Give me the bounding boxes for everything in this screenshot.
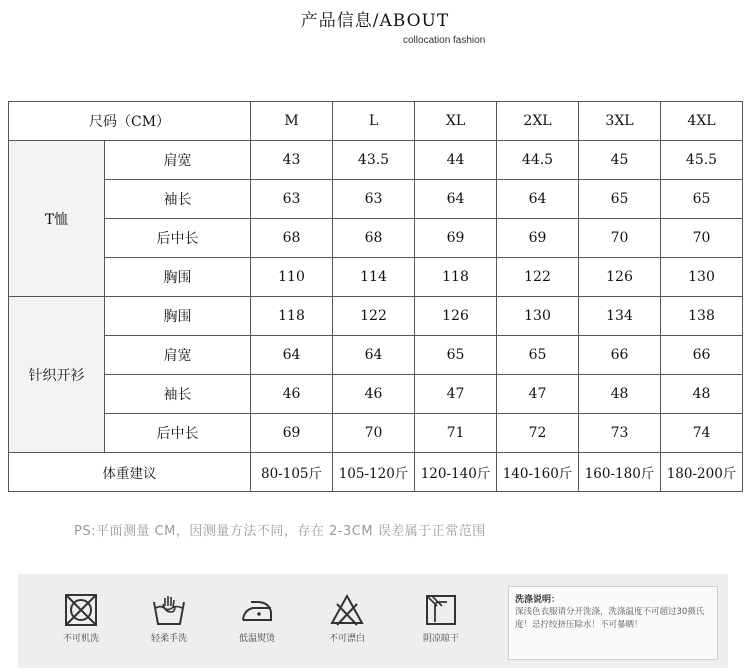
care-label: 轻柔手洗 bbox=[150, 634, 187, 644]
wash-instructions-box bbox=[508, 586, 718, 660]
table-cell: 46 bbox=[251, 375, 333, 414]
table-cell: 64 bbox=[497, 180, 579, 219]
table-cell: 69 bbox=[251, 414, 333, 453]
no-bleach-icon bbox=[329, 592, 365, 628]
care-instructions-panel bbox=[18, 574, 728, 668]
table-row bbox=[9, 180, 743, 219]
table-cell: 122 bbox=[497, 258, 579, 297]
group-label-tshirt: T恤 bbox=[9, 141, 105, 297]
table-row bbox=[9, 414, 743, 453]
table-cell: 44.5 bbox=[497, 141, 579, 180]
table-cell: 63 bbox=[251, 180, 333, 219]
care-item bbox=[316, 592, 378, 644]
table-cell: 65 bbox=[415, 336, 497, 375]
table-cell: 68 bbox=[333, 219, 415, 258]
size-header-cell: 2XL bbox=[497, 102, 579, 141]
table-cell: 66 bbox=[661, 336, 743, 375]
table-row bbox=[9, 141, 743, 180]
page-subtitle: collocation fashion bbox=[403, 35, 486, 46]
row-label: 后中长 bbox=[105, 414, 251, 453]
table-header-row bbox=[9, 102, 743, 141]
table-cell: 64 bbox=[333, 336, 415, 375]
care-label: 低温熨烫 bbox=[238, 634, 275, 644]
table-cell: 45 bbox=[579, 141, 661, 180]
table-cell: 44 bbox=[415, 141, 497, 180]
table-cell: 126 bbox=[579, 258, 661, 297]
table-cell: 138 bbox=[661, 297, 743, 336]
table-cell: 122 bbox=[333, 297, 415, 336]
table-row bbox=[9, 219, 743, 258]
table-cell: 118 bbox=[415, 258, 497, 297]
table-cell: 68 bbox=[251, 219, 333, 258]
table-cell: 72 bbox=[497, 414, 579, 453]
wash-instructions-text: 深浅色衣服请分开洗涤，洗涤温度不可超过30摄氏度！忌拧绞挤压除水！不可暴晒！ bbox=[515, 607, 705, 630]
table-cell: 69 bbox=[497, 219, 579, 258]
table-cell: 47 bbox=[497, 375, 579, 414]
table-cell: 64 bbox=[415, 180, 497, 219]
table-cell: 114 bbox=[333, 258, 415, 297]
table-cell: 46 bbox=[333, 375, 415, 414]
care-label: 不可漂白 bbox=[328, 634, 365, 644]
table-cell: 74 bbox=[661, 414, 743, 453]
size-header-cell: M bbox=[251, 102, 333, 141]
table-cell: 48 bbox=[579, 375, 661, 414]
table-cell: 160-180斤 bbox=[579, 453, 661, 492]
low-temp-iron-icon bbox=[239, 592, 275, 628]
table-cell: 70 bbox=[333, 414, 415, 453]
table-cell: 118 bbox=[251, 297, 333, 336]
table-cell: 120-140斤 bbox=[415, 453, 497, 492]
table-cell: 130 bbox=[661, 258, 743, 297]
care-label: 不可机洗 bbox=[62, 634, 99, 644]
table-row bbox=[9, 336, 743, 375]
table-cell: 43 bbox=[251, 141, 333, 180]
table-cell: 71 bbox=[415, 414, 497, 453]
measurement-note: PS:平面测量 CM，因测量方法不同，存在 2-3CM 误差属于正常范围 bbox=[74, 524, 486, 539]
care-item bbox=[50, 592, 112, 644]
table-cell: 70 bbox=[579, 219, 661, 258]
no-machine-wash-icon bbox=[63, 592, 99, 628]
table-cell: 134 bbox=[579, 297, 661, 336]
row-label: 袖长 bbox=[105, 375, 251, 414]
page-title: 产品信息/ABOUT bbox=[300, 11, 450, 31]
size-chart-table bbox=[8, 101, 743, 492]
row-label: 袖长 bbox=[105, 180, 251, 219]
care-item bbox=[138, 592, 200, 644]
table-cell: 66 bbox=[579, 336, 661, 375]
row-label: 肩宽 bbox=[105, 336, 251, 375]
table-cell: 65 bbox=[661, 180, 743, 219]
table-cell: 43.5 bbox=[333, 141, 415, 180]
weight-row bbox=[9, 453, 743, 492]
row-label: 后中长 bbox=[105, 219, 251, 258]
weight-label: 体重建议 bbox=[9, 453, 251, 492]
table-cell: 126 bbox=[415, 297, 497, 336]
table-cell: 180-200斤 bbox=[661, 453, 743, 492]
shade-dry-icon bbox=[423, 592, 459, 628]
row-label: 胸围 bbox=[105, 258, 251, 297]
table-cell: 73 bbox=[579, 414, 661, 453]
table-cell: 45.5 bbox=[661, 141, 743, 180]
size-header-cell: 4XL bbox=[661, 102, 743, 141]
gentle-hand-wash-icon bbox=[151, 592, 187, 628]
wash-instructions-title: 洗涤说明： bbox=[515, 595, 561, 605]
table-cell: 105-120斤 bbox=[333, 453, 415, 492]
size-header-cell: XL bbox=[415, 102, 497, 141]
row-label: 胸围 bbox=[105, 297, 251, 336]
row-label: 肩宽 bbox=[105, 141, 251, 180]
care-label: 阴凉晾干 bbox=[422, 634, 459, 644]
table-cell: 130 bbox=[497, 297, 579, 336]
size-header-cell: 3XL bbox=[579, 102, 661, 141]
care-item bbox=[226, 592, 288, 644]
table-cell: 65 bbox=[579, 180, 661, 219]
table-cell: 65 bbox=[497, 336, 579, 375]
table-cell: 64 bbox=[251, 336, 333, 375]
table-row bbox=[9, 375, 743, 414]
table-cell: 69 bbox=[415, 219, 497, 258]
table-cell: 63 bbox=[333, 180, 415, 219]
table-cell: 47 bbox=[415, 375, 497, 414]
table-cell: 80-105斤 bbox=[251, 453, 333, 492]
table-row bbox=[9, 258, 743, 297]
size-header-label: 尺码（CM） bbox=[9, 102, 251, 141]
table-cell: 48 bbox=[661, 375, 743, 414]
size-header-cell: L bbox=[333, 102, 415, 141]
table-cell: 140-160斤 bbox=[497, 453, 579, 492]
table-row bbox=[9, 297, 743, 336]
group-label-cardigan: 针织开衫 bbox=[9, 297, 105, 453]
table-cell: 70 bbox=[661, 219, 743, 258]
care-item bbox=[410, 592, 472, 644]
table-cell: 110 bbox=[251, 258, 333, 297]
